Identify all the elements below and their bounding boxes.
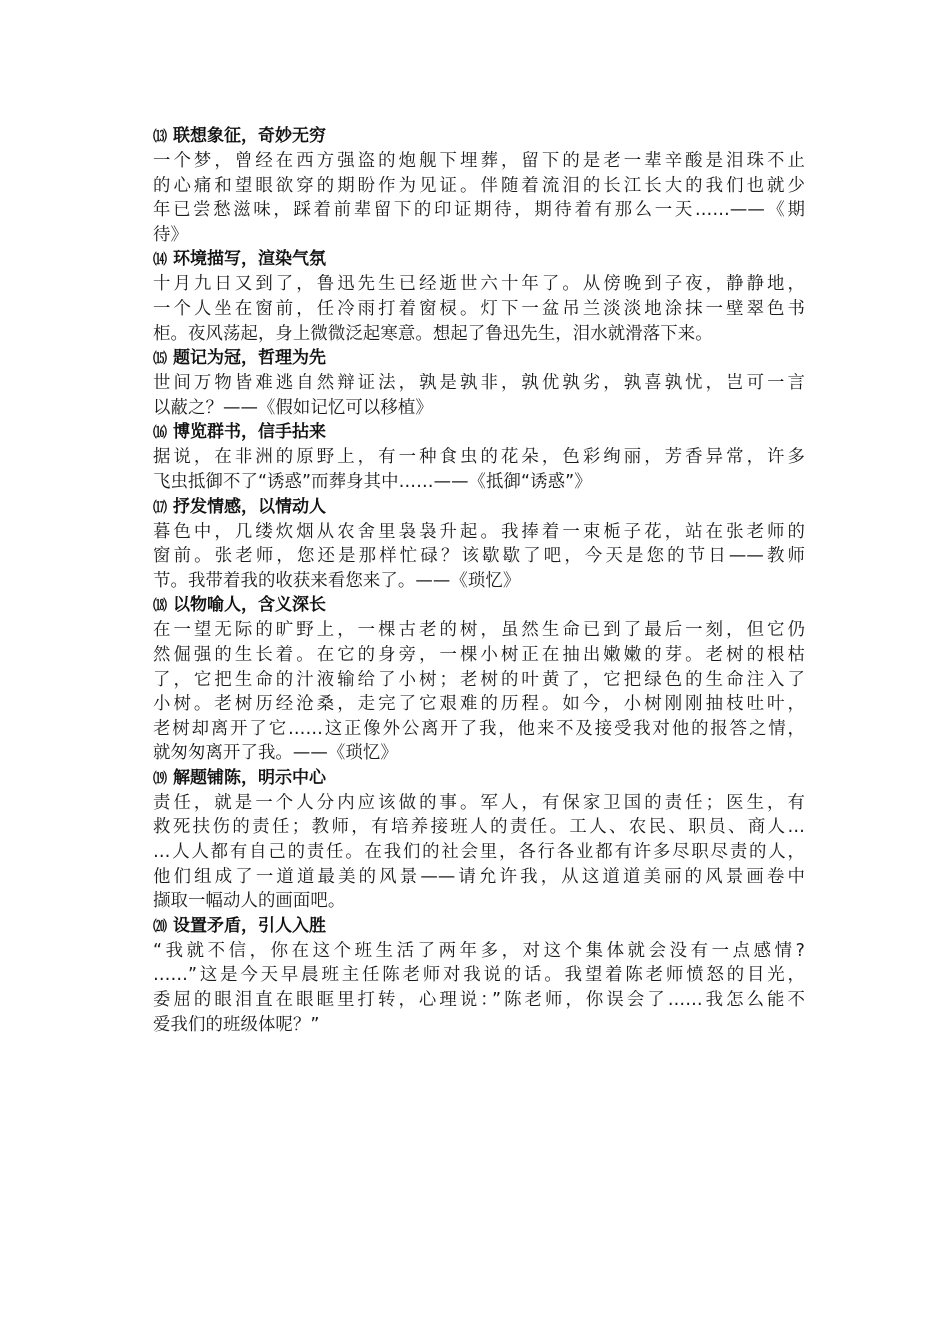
text-line: “我就不信，你在这个班生活了两年多，对这个集体就会没有一点感情? [153, 940, 805, 961]
section-title: 抒发情感，以情动人 [173, 496, 326, 517]
section-body [153, 791, 805, 914]
section-heading [153, 593, 805, 618]
text-line: 柜。夜风荡起，身上微微泛起寒意。想起了鲁迅先生，泪水就滑落下来。 [153, 323, 713, 344]
text-line: 十月九日又到了，鲁迅先生已经逝世六十年了。从傍晚到子夜，静静地， [153, 274, 805, 295]
text-line: 委屈的眼泪直在眼眶里打转，心理说：”陈老师，你误会了……我怎么能不 [153, 990, 805, 1011]
section-body [153, 272, 805, 346]
text-line: 年已尝愁滋味，踩着前辈留下的印证期待，期待着有那么一天……——《期 [153, 200, 805, 221]
text-line: 暮色中，几缕炊烟从农舍里袅袅升起。我捧着一束栀子花，站在张老师的 [153, 521, 805, 542]
section-number: ⒄ [153, 499, 167, 516]
text-line: 节。我带着我的收获来看您来了。——《琐忆》 [153, 570, 521, 591]
section-body [153, 149, 805, 247]
section-title: 题记为冠，哲理为先 [173, 348, 326, 369]
text-line: 的心痛和望眼欲穿的期盼作为见证。伴随着流泪的长江长大的我们也就少 [153, 175, 805, 196]
text-line: 飞虫抵御不了“诱惑”而葬身其中……——《抵御“诱惑”》 [153, 471, 592, 492]
text-line: 世间万物皆难逃自然辩证法，孰是孰非，孰优孰劣，孰喜孰忧，岂可一言 [153, 373, 805, 394]
section-title: 设置矛盾，引人入胜 [173, 915, 326, 936]
text-line: 老树却离开了它……这正像外公离开了我，他来不及接受我对他的报答之情， [153, 718, 805, 739]
section-heading [153, 346, 805, 371]
section-number: ⒂ [153, 351, 167, 368]
section-heading [153, 766, 805, 791]
section-title: 博览群书，信手拈来 [173, 422, 326, 443]
text-line: 爱我们的班级体呢？” [153, 1014, 320, 1035]
section-body [153, 445, 805, 494]
section-title: 环境描写，渲染气氛 [173, 249, 326, 270]
document-page [153, 124, 805, 1037]
text-line: ……”这是今天早晨班主任陈老师对我说的话。我望着陈老师愤怒的目光， [153, 965, 805, 986]
text-line: 了，它把生命的汁液输给了小树；老树的叶黄了，它把绿色的生命注入了 [153, 669, 805, 690]
text-line: 然倔强的生长着。在它的身旁，一棵小树正在抽出嫩嫩的芽。老树的根枯 [153, 644, 805, 665]
text-line: …人人都有自己的责任。在我们的社会里，各行各业都有许多尽职尽责的人， [153, 842, 805, 863]
section-heading [153, 247, 805, 272]
text-line: 待》 [153, 224, 188, 245]
text-line: 在一望无际的旷野上，一棵古老的树，虽然生命已到了最后一刻，但它仍 [153, 620, 805, 641]
text-line: 窗前。张老师，您还是那样忙碌？该歇歇了吧，今天是您的节日——教师 [153, 546, 805, 567]
text-line: 一个人坐在窗前，任冷雨打着窗棂。灯下一盆吊兰淡淡地涂抹一壁翠色书 [153, 298, 805, 319]
section-number: ⒁ [153, 252, 167, 269]
section-body [153, 939, 805, 1037]
section-heading [153, 914, 805, 939]
section-number: ⒅ [153, 598, 167, 615]
section-title: 以物喻人，含义深长 [173, 595, 326, 616]
section-body [153, 371, 805, 420]
text-line: 以蔽之？——《假如记忆可以移植》 [153, 397, 433, 418]
section-body [153, 520, 805, 594]
text-line: 小树。老树历经沧桑，走完了它艰难的历程。如今，小树刚刚抽枝吐叶， [153, 694, 805, 715]
section-title: 联想象征，奇妙无穷 [173, 126, 326, 146]
text-line: 责任，就是一个人分内应该做的事。军人，有保家卫国的责任；医生，有 [153, 792, 805, 813]
section-number: ⒇ [153, 918, 167, 935]
text-line: 一个梦，曾经在西方强盗的炮舰下埋葬，留下的是老一辈辛酸是泪珠不止 [153, 151, 805, 171]
text-line: 救死扶伤的责任；教师，有培养接班人的责任。工人、农民、职员、商人… [153, 817, 805, 838]
section-number: ⒆ [153, 770, 167, 787]
text-line: 据说，在非洲的原野上，有一种食虫的花朵，色彩绚丽，芳香异常，许多 [153, 447, 805, 468]
section-heading [153, 420, 805, 445]
text-line: 就匆匆离开了我。——《琐忆》 [153, 743, 398, 764]
text-line: 撷取一幅动人的画面吧。 [153, 891, 346, 912]
text-line: 他们组成了一道道最美的风景——请允许我，从这道道美丽的风景画卷中 [153, 866, 805, 887]
section-number: ⒀ [153, 129, 167, 145]
section-number: ⒃ [153, 425, 167, 442]
section-title: 解题铺陈，明示中心 [173, 767, 326, 788]
section-heading [153, 495, 805, 520]
section-body [153, 618, 805, 766]
section-heading [153, 124, 805, 149]
